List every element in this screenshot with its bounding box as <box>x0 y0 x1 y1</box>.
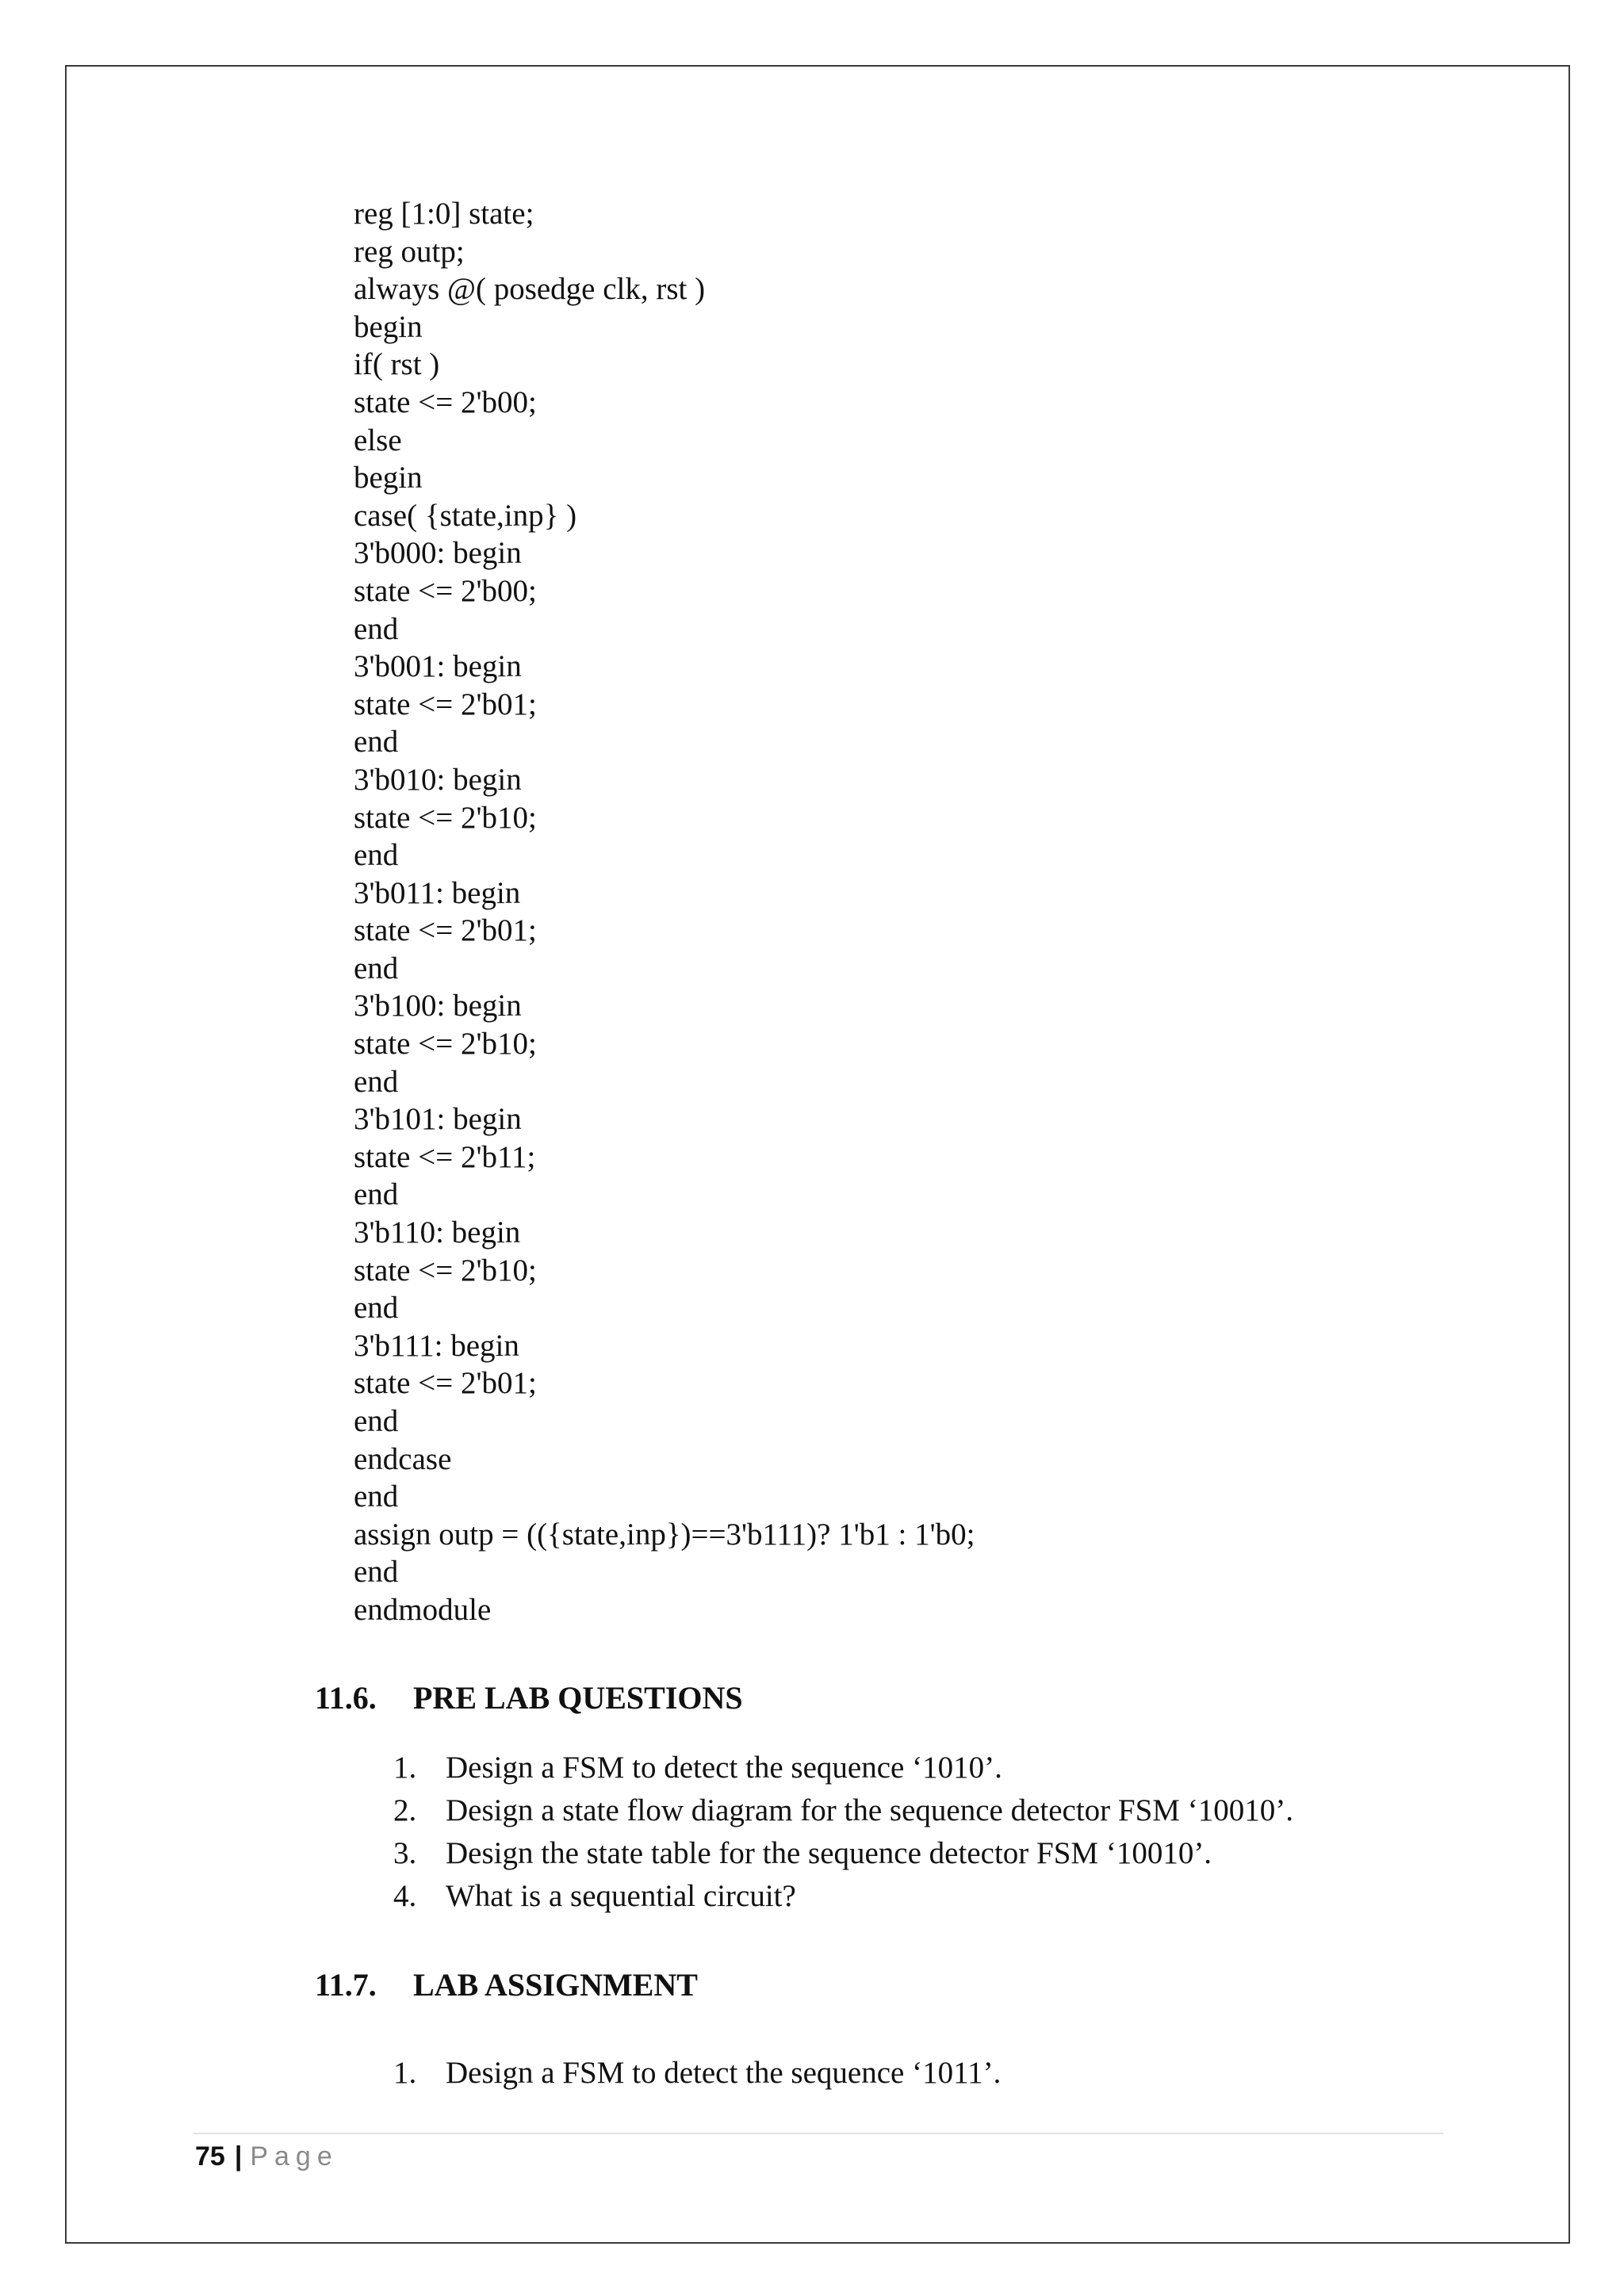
code-line: state <= 2'b01; <box>354 687 537 721</box>
code-line: endmodule <box>354 1592 492 1627</box>
code-line: 3'b001: begin <box>354 649 522 684</box>
section-number: 11.6. <box>315 1680 377 1716</box>
question-item <box>393 1747 1293 1789</box>
code-line: end <box>354 611 399 646</box>
section-title: PRE LAB QUESTIONS <box>413 1680 743 1716</box>
question-item <box>393 2052 1001 2095</box>
question-text: Design a state flow diagram for the sequence detector FSM ‘10010’. <box>446 1793 1293 1827</box>
code-line: begin <box>354 309 423 344</box>
question-number: 1. <box>393 2056 417 2090</box>
footer-separator: | <box>234 2141 243 2172</box>
footer-divider <box>193 2133 1443 2134</box>
page-label: Page <box>250 2141 339 2172</box>
code-line: else <box>354 423 402 457</box>
code-line: end <box>354 1064 399 1099</box>
question-text: Design a FSM to detect the sequence ‘1011’. <box>446 2056 1002 2090</box>
code-line: if( rst ) <box>354 347 440 382</box>
code-line: end <box>354 725 399 760</box>
code-line: state <= 2'b00; <box>354 573 537 608</box>
section-heading-lab-assignment <box>315 1965 698 2005</box>
question-text: Design a FSM to detect the sequence ‘1010’. <box>446 1751 1002 1785</box>
code-line: reg outp; <box>354 234 465 269</box>
page-number: 75 <box>195 2141 225 2172</box>
code-line: case( {state,inp} ) <box>354 498 577 533</box>
code-line: reg [1:0] state; <box>354 197 534 231</box>
question-number: 1. <box>393 1751 417 1785</box>
code-line: end <box>354 951 399 985</box>
code-line: 3'b111: begin <box>354 1328 519 1363</box>
section-number: 11.7. <box>315 1967 377 2003</box>
question-text: Design the state table for the sequence detector FSM ‘10010’. <box>446 1836 1212 1870</box>
code-line: 3'b101: begin <box>354 1102 522 1137</box>
code-line: state <= 2'b10; <box>354 800 537 835</box>
question-item <box>393 1789 1293 1832</box>
code-line: assign outp = (({state,inp})==3'b111)? 1'b1 : 1'b0; <box>354 1517 975 1552</box>
code-line: end <box>354 1479 399 1514</box>
section-heading-pre-lab-questions <box>315 1678 743 1718</box>
code-line: end <box>354 1404 399 1438</box>
code-line: end <box>354 1177 399 1212</box>
question-number: 4. <box>393 1879 417 1913</box>
verilog-code-block <box>354 195 975 1629</box>
code-line: 3'b110: begin <box>354 1215 521 1250</box>
question-item <box>393 1832 1293 1875</box>
question-number: 2. <box>393 1793 417 1827</box>
section-title: LAB ASSIGNMENT <box>413 1967 698 2003</box>
code-line: 3'b010: begin <box>354 762 522 797</box>
code-line: end <box>354 1291 399 1326</box>
question-text: What is a sequential circuit? <box>446 1879 796 1913</box>
code-line: state <= 2'b01; <box>354 1366 537 1401</box>
code-line: state <= 2'b10; <box>354 1253 537 1288</box>
code-line: state <= 2'b11; <box>354 1139 536 1174</box>
code-line: end <box>354 838 399 873</box>
lab-assignment-list <box>393 2052 1001 2095</box>
code-line: always @( posedge clk, rst ) <box>354 272 706 307</box>
code-line: state <= 2'b00; <box>354 385 537 419</box>
pre-lab-questions-list <box>393 1747 1293 1918</box>
question-item <box>393 1875 1293 1918</box>
code-line: state <= 2'b01; <box>354 913 537 948</box>
code-line: begin <box>354 461 423 496</box>
question-number: 3. <box>393 1836 417 1870</box>
code-line: endcase <box>354 1441 452 1476</box>
code-line: state <= 2'b10; <box>354 1027 537 1062</box>
code-line: 3'b011: begin <box>354 875 521 910</box>
code-line: end <box>354 1555 399 1590</box>
code-line: 3'b100: begin <box>354 989 522 1024</box>
code-line: 3'b000: begin <box>354 536 522 571</box>
page-footer <box>195 2139 339 2174</box>
